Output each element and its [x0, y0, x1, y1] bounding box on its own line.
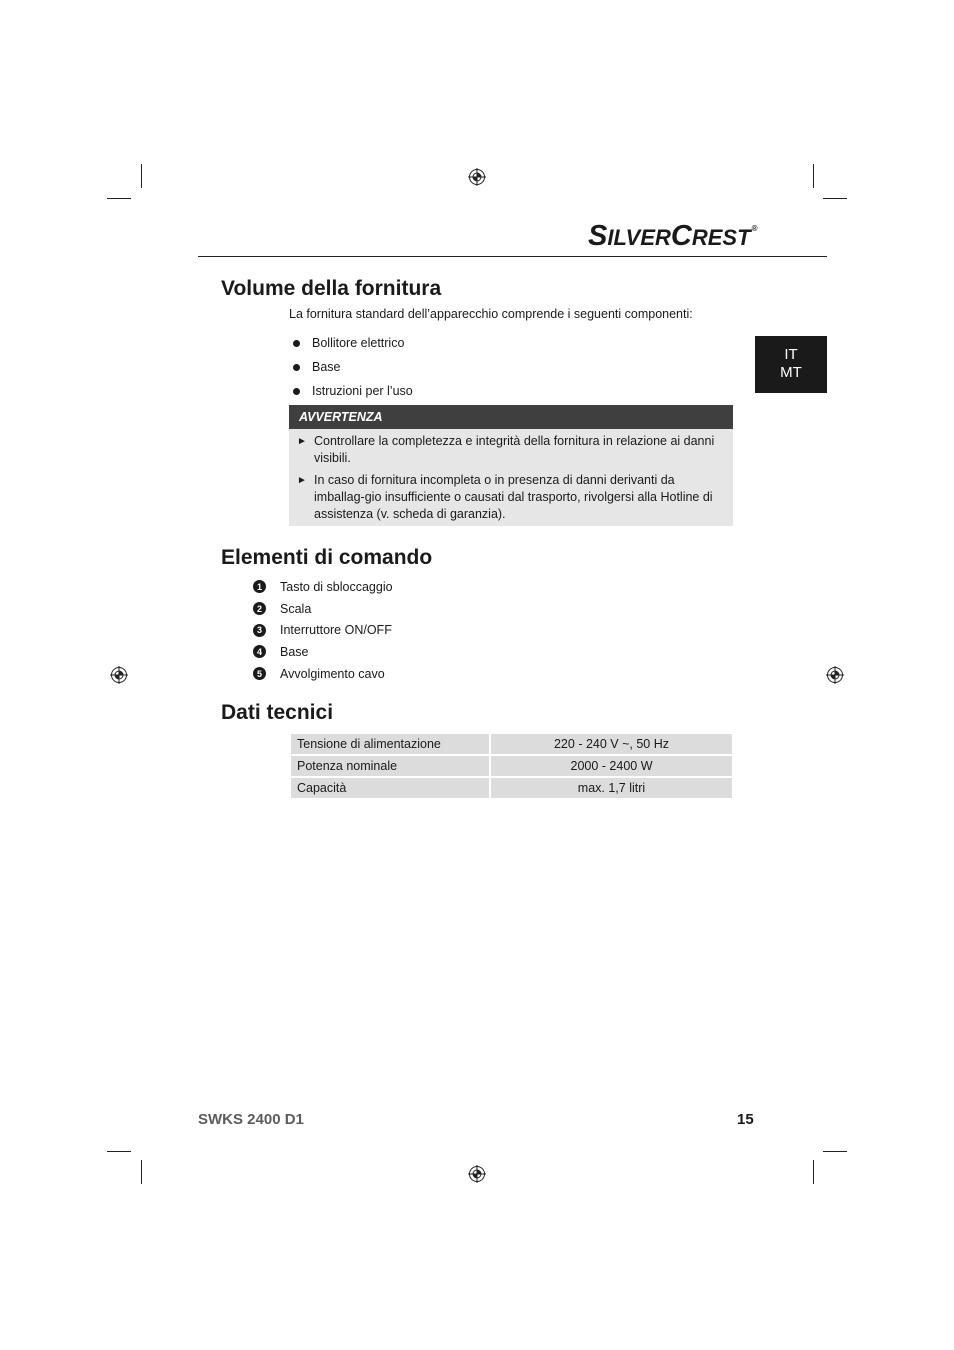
page-number: 15 — [737, 1111, 754, 1128]
language-tab: IT MT — [755, 336, 827, 393]
spec-key: Capacità — [291, 778, 489, 798]
spec-value: max. 1,7 litri — [491, 778, 732, 798]
crop-mark — [823, 1151, 847, 1152]
section-title-specs: Dati tecnici — [221, 701, 334, 724]
warning-title: AVVERTENZA — [289, 405, 733, 429]
section-title-controls: Elementi di comando — [221, 546, 433, 569]
bullet-icon — [293, 340, 300, 347]
arrow-right-icon: ► — [297, 475, 307, 486]
number-badge: 3 — [253, 624, 266, 637]
list-item: 3 Interruttore ON/OFF — [253, 619, 393, 641]
number-badge: 1 — [253, 580, 266, 593]
warning-item: ► In caso di fornitura incompleta o in presenza di danni derivanti da imballag-gio insufficiente o causati dal trasporto, rivolgersi alla Hotline di assistenza (v. scheda di garanzia). — [297, 473, 713, 521]
number-badge: 5 — [253, 667, 266, 680]
list-item: 4 Base — [253, 641, 393, 663]
table-row — [291, 778, 732, 798]
crop-mark — [107, 1151, 131, 1152]
table-row — [291, 756, 732, 776]
list-item: 1 Tasto di sbloccaggio — [253, 576, 393, 598]
supply-intro: La fornitura standard dell’apparecchio comprende i seguenti componenti: — [289, 307, 693, 321]
registration-mark-icon — [468, 1165, 486, 1183]
registration-mark-icon — [468, 168, 486, 186]
crop-mark — [823, 198, 847, 199]
brand-logo: SILVERCREST® — [588, 220, 758, 252]
registration-mark-icon — [110, 666, 128, 684]
list-item: Base — [293, 355, 413, 379]
table-row — [291, 734, 732, 754]
footer-model: SWKS 2400 D1 — [198, 1111, 304, 1128]
crop-mark — [813, 1160, 814, 1184]
warning-box — [289, 405, 733, 526]
supply-list — [293, 331, 413, 403]
list-item: 2 Scala — [253, 598, 393, 620]
section-title-supply: Volume della fornitura — [221, 277, 442, 300]
number-badge: 2 — [253, 602, 266, 615]
spec-value: 220 - 240 V ~, 50 Hz — [491, 734, 732, 754]
spec-value: 2000 - 2400 W — [491, 756, 732, 776]
bullet-icon — [293, 388, 300, 395]
header-rule — [198, 256, 827, 257]
number-badge: 4 — [253, 645, 266, 658]
crop-mark — [141, 164, 142, 188]
warning-item: ► Controllare la completezza e integrità della fornitura in relazione ai danni visibili. — [297, 434, 715, 465]
controls-list — [253, 576, 393, 684]
crop-mark — [141, 1160, 142, 1184]
arrow-right-icon: ► — [297, 436, 307, 447]
spec-key: Tensione di alimentazione — [291, 734, 489, 754]
registration-mark-icon — [826, 666, 844, 684]
bullet-icon — [293, 364, 300, 371]
crop-mark — [107, 198, 131, 199]
specs-table — [289, 732, 734, 800]
list-item: Bollitore elettrico — [293, 331, 413, 355]
crop-mark — [813, 164, 814, 188]
spec-key: Potenza nominale — [291, 756, 489, 776]
list-item: 5 Avvolgimento cavo — [253, 663, 393, 685]
list-item: Istruzioni per l’uso — [293, 379, 413, 403]
